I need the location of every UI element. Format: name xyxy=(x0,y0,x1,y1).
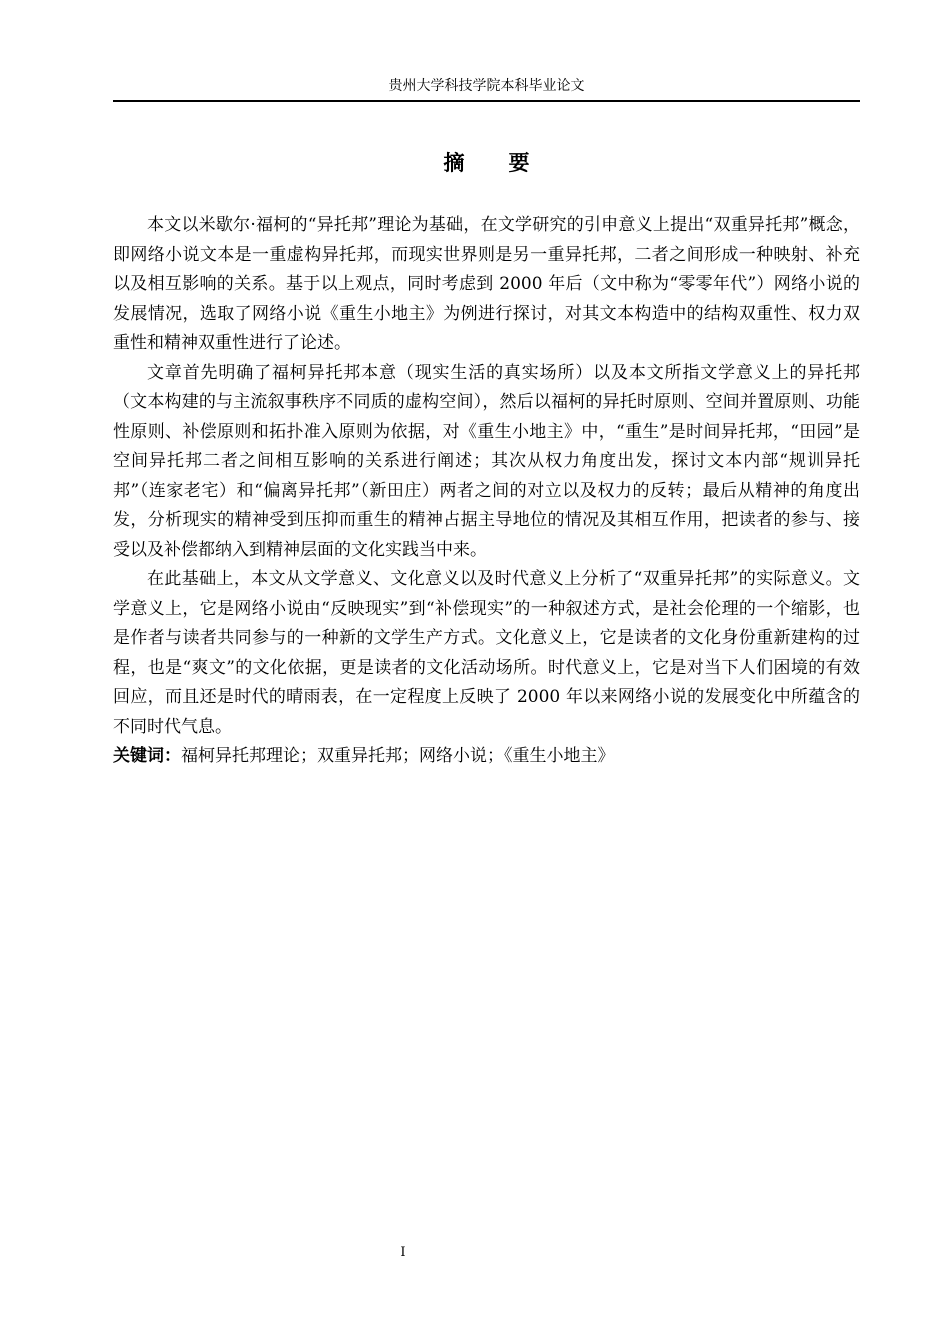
abstract-paragraph-1: 本文以米歇尔·福柯的“异托邦”理论为基础，在文学研究的引申意义上提出“双重异托邦”概念，即网络小说文本是一重虚构异托邦，而现实世界则是另一重异托邦，二者之间形成一种映射、补充以及相互影响的关系。基于以上观点，同时考虑到 2000 年后（文中称为“零零年代”）网络小说的发展情况，选取了网络小说《重生小地主》为例进行探讨，对其文本构造中的结构双重性、权力双重性和精神双重性进行了论述。 xyxy=(113,215,860,353)
abstract-title: 摘要 xyxy=(443,151,574,175)
running-header: 贵州大学科技学院本科毕业论文 xyxy=(388,78,585,94)
header-rule xyxy=(113,100,860,102)
keywords-text: 福柯异托邦理论；双重异托邦；网络小说；《重生小地主》 xyxy=(181,746,615,766)
abstract-paragraph-3: 在此基础上，本文从文学意义、文化意义以及时代意义上分析了“双重异托邦”的实际意义。文学意义上，它是网络小说由“反映现实”到“补偿现实”的一种叙述方式，是社会伦理的一个缩影，也是作者与读者共同参与的一种新的文学生产方式。文化意义上，它是读者的文化身份重新建构的过程，也是“爽文”的文化依据，更是读者的文化活动场所。时代意义上，它是对当下人们困境的有效回应，而且还是时代的晴雨表，在一定程度上反映了 2000 年以来网络小说的发展变化中所蕴含的不同时代气息。 xyxy=(113,569,860,737)
abstract-body xyxy=(113,211,860,772)
keywords-line xyxy=(113,742,860,772)
abstract-paragraph-2: 文章首先明确了福柯异托邦本意（现实生活的真实场所）以及本文所指文学意义上的异托邦（文本构建的与主流叙事秩序不同质的虚构空间），然后以福柯的异托时原则、空间并置原则、功能性原则、补偿原则和拓扑准入原则为依据，对《重生小地主》中，“重生”是时间异托邦，“田园”是空间异托邦二者之间相互影响的关系进行阐述；其次从权力角度出发，探讨文本内部“规训异托邦”（连家老宅）和“偏离异托邦”（新田庄）两者之间的对立以及权力的反转；最后从精神的角度出发，分析现实的精神受到压抑而重生的精神占据主导地位的情况及其相互作用，把读者的参与、接受以及补偿都纳入到精神层面的文化实践当中来。 xyxy=(113,362,860,560)
keywords-label: 关键词： xyxy=(113,746,181,766)
page-number: I xyxy=(400,1245,406,1260)
